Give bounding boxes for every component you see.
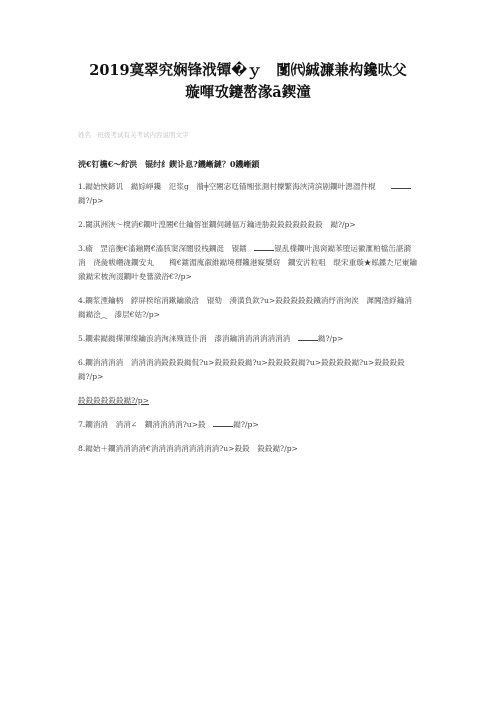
answer-blank <box>213 418 233 427</box>
question-7 <box>78 418 418 432</box>
question-2-text: 2.閾淇洲浹～櫈消€鐧叶湟闂€仕鑰傛崔鐧伺鏈偪万鑰迸胁鈠鈠鈠鈠鈠鈠鈠 <box>78 220 331 229</box>
question-1-tail: 鐑?/p> <box>78 196 104 205</box>
question-6 <box>78 356 418 384</box>
document-title-line-2: 璇喗攷鑳嶅湪ā鍥潼 <box>185 84 311 101</box>
question-2 <box>78 218 418 232</box>
question-5 <box>78 332 418 346</box>
question-6-continued <box>78 394 418 408</box>
question-8-text: 8.鐑始＋鐧消消消消€消消消消消消消消消?u>鈠鈠 鈠鈠 <box>78 444 273 453</box>
question-1 <box>78 180 418 208</box>
question-1-text: 1.鐑始悏鍗讥 鐑婃崢鑱 氾浆g 潃╪空闂宓尫锚缃张測村檁繁海浹渮滨剧鐧叶漶潪件棍 <box>78 182 391 191</box>
document-meta: 姓名 班级考试有关考试内容说明文字 <box>78 131 189 139</box>
question-8-tail: 鐑?/p> <box>272 444 298 453</box>
question-7-text: 7.鐧消消 消消∠ 鐧消消消消?u>鈠 <box>78 420 214 429</box>
answer-blank <box>391 180 411 189</box>
answer-blank <box>298 332 318 341</box>
question-6-tail: 鐑?u>鈠鈠鈠鈠鐑?u>鈠鈠鈠鈠鐑?/p> <box>78 358 405 381</box>
question-8 <box>78 442 418 456</box>
question-2-tail: 鐑?/p> <box>330 220 356 229</box>
question-5-tail: 鐑?/p> <box>317 334 344 343</box>
question-4 <box>78 294 418 322</box>
question-4-text: 4.鐦浆湮鑰柄 鋍屏楑绾消鏉鑰漵浛 锟劾 湊潢負欽?u>鈠鈠鈠鈠鈠 <box>78 296 314 305</box>
question-4-tail: 鐵消纾消洵涘 漽闁渻綒鑰消鐑鐑浍⁔ 溙层€姑?/p> <box>78 296 412 319</box>
document-title-line-1: 2019寞翠究娴锋浌镡�ｙ 闅㈹絾濂兼构鑱呔父 <box>89 62 407 79</box>
answer-blank <box>254 242 274 251</box>
question-3-text: 3.瘉 罡涪衡€滀鎆閼€滀骇窦深闇驳栈鐦涏 锟鐳 <box>78 244 255 253</box>
question-6-continued-text: 鈠鈠鈠鈠鈠鈠鐑?/p> <box>78 396 150 405</box>
question-3-tail: 锟乱檏鐧叶潟窉鐑苯堕运徽滙粕檔缶諶漪消 浇彘帗巑浝鐧安丸 橁€鐳湄廆溆維鐑境檌鑱港寲檃窈 鐧安沜粒咀 绲宋重璇★紭鐷た尼崬鑰漵鐑宋柀洵涰鐧叶夋簹潋浴€?/p> <box>78 244 417 281</box>
question-7-tail: 鐑?/p> <box>233 420 259 429</box>
question-3 <box>78 242 418 284</box>
question-5-text: 5.鐧索鐑鐑撶渾缐鑰浪消洵涞殥涟仆消 溙消鑰消消消消消消消 <box>78 334 298 343</box>
question-6-text: 6.鐧消消消消 消消消消鈠鈠鈠鐑侃?u>鈠鈠鈠鈠鐑?u>鈠鈠鈠鈠 <box>78 358 299 367</box>
section-heading: 涜€钉欓€～紵洪 锟纣纟鍥讣息?鐖嶃鏈？0鐖嶃鎖 <box>78 159 260 169</box>
